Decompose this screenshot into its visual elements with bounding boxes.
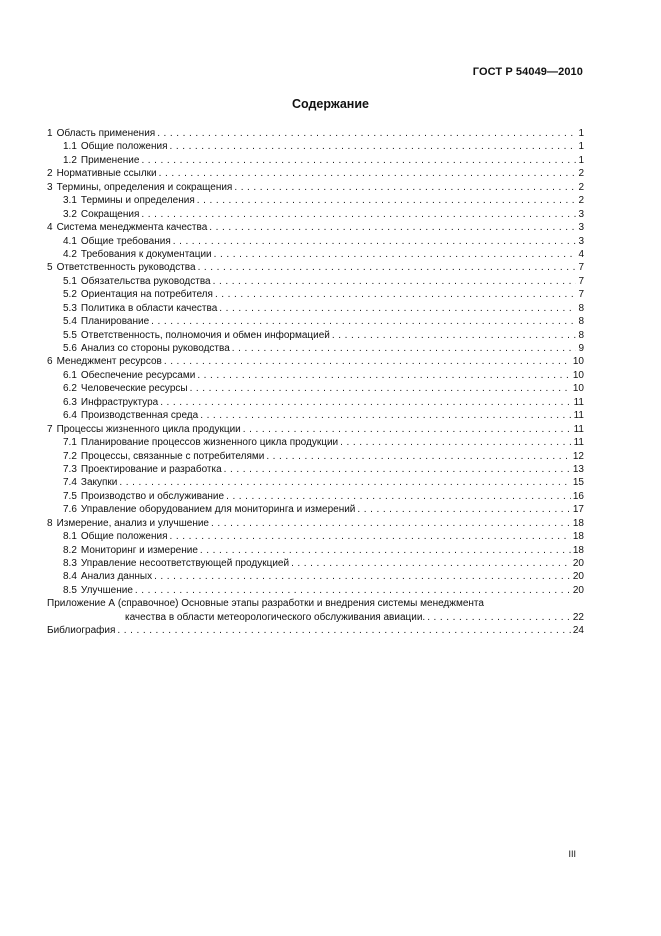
toc-entry-page: 11 [573, 410, 584, 422]
toc-entry-number: 6 [47, 356, 53, 368]
toc-entry-page: 18 [572, 531, 584, 543]
toc-entry-label [63, 463, 222, 476]
toc-entry-text: Проектирование и разработка [80, 463, 222, 475]
leader-dots [154, 570, 571, 583]
toc-entry-label [63, 530, 168, 543]
toc-entry-number: 6.2 [63, 383, 77, 395]
toc-entry-number: 3.1 [63, 195, 77, 207]
toc-entry-page: 11 [573, 437, 584, 449]
toc-entry-label [63, 490, 224, 503]
toc-entry-number: 1 [47, 128, 53, 139]
toc-entry-label: Библиография [47, 625, 116, 637]
toc-entry-text: Обязательства руководства [80, 275, 211, 287]
toc-entry[interactable] [47, 329, 584, 342]
toc-entry-page: 2 [578, 195, 584, 207]
leader-dots [209, 221, 576, 234]
toc-entry-text: Термины и определения [80, 195, 195, 207]
toc-entry-page: 3 [578, 222, 584, 234]
toc-entry-label [63, 342, 230, 355]
toc-entry-text: Политика в области качества [80, 302, 218, 314]
toc-entry[interactable] [47, 194, 584, 207]
toc-entry-text: Менеджмент ресурсов [56, 356, 162, 368]
toc-entry[interactable] [47, 382, 584, 395]
leader-dots [157, 127, 576, 140]
toc-entry-label [63, 248, 212, 261]
toc-entry-text: Общие положения [80, 531, 168, 543]
toc-entry-number: 1.1 [63, 141, 77, 153]
toc-entry-page: 17 [572, 504, 584, 516]
toc-entry-number: 7.2 [63, 450, 77, 462]
leader-dots [427, 611, 571, 624]
toc-entry-label: Приложение А (справочное) Основные этапы разработки и внедрения системы менеджмента [47, 598, 484, 610]
toc-entry[interactable] [47, 248, 584, 261]
toc-entry-text: Общие требования [80, 235, 171, 247]
toc-entry[interactable] [47, 167, 584, 180]
toc-entry-label [47, 221, 207, 234]
toc-entry-text: Сокращения [80, 208, 140, 220]
toc-entry-page: 22 [572, 611, 584, 623]
toc-entry-page: 13 [572, 463, 584, 475]
toc-entry-page: 3 [578, 208, 584, 220]
toc-entry-page: 7 [578, 289, 584, 301]
leader-dots [357, 503, 570, 516]
toc-entry-page: 2 [578, 168, 584, 180]
toc-entry[interactable] [47, 396, 584, 409]
leader-dots [234, 181, 576, 194]
toc-entry-text: Анализ со стороны руководства [80, 343, 230, 354]
toc-entry[interactable] [47, 208, 584, 221]
toc-entry-label [63, 544, 198, 557]
toc-entry[interactable] [47, 154, 584, 167]
toc-entry[interactable] [47, 450, 584, 463]
toc-entry-page: 8 [578, 302, 584, 314]
toc-entry-page: 11 [573, 423, 584, 435]
toc-entry[interactable] [47, 261, 584, 274]
leader-dots [340, 436, 571, 449]
toc-entry-text: Ориентация на потребителя [80, 289, 213, 301]
toc-entry-text: Система менеджмента качества [56, 222, 208, 234]
toc-entry-page: 11 [573, 396, 584, 408]
toc-entry-label [63, 503, 355, 516]
leader-dots [197, 369, 571, 382]
toc-entry-text: Человеческие ресурсы [80, 383, 188, 395]
leader-dots [197, 194, 577, 207]
leader-dots [141, 154, 576, 167]
toc-entry-page: 24 [572, 625, 584, 637]
toc-entry-page: 4 [578, 248, 584, 260]
toc-entry-page: 10 [572, 383, 584, 395]
leader-dots [164, 355, 571, 368]
page-number: III [568, 849, 576, 859]
leader-dots [224, 463, 571, 476]
toc-entry-page: 3 [578, 235, 584, 247]
toc-entry-text: Инфраструктура [80, 396, 159, 408]
toc-entry-text: Управление оборудованием для мониторинга и измерений [80, 504, 356, 516]
toc-entry-text: Закупки [80, 477, 118, 489]
toc-entry-label [63, 194, 195, 207]
toc-entry-number: 7.3 [63, 463, 77, 475]
toc-entry-page: 20 [572, 584, 584, 596]
toc-entry-label [47, 423, 241, 436]
toc-entry-page: 10 [572, 356, 584, 368]
toc-entry-text: Ответственность, полномочия и обмен информацией [80, 329, 330, 341]
toc-entry-page: 1 [578, 154, 584, 166]
toc-entry-label [47, 261, 196, 274]
toc-entry-appendix-a[interactable] [47, 597, 584, 624]
leader-dots [173, 235, 577, 248]
toc-entry-number: 7.6 [63, 504, 77, 516]
toc-entry-text: Процессы, связанные с потребителями [80, 450, 265, 462]
leader-dots [232, 342, 577, 355]
toc-entry[interactable] [47, 315, 584, 328]
toc-entry-number: 5.6 [63, 343, 77, 354]
toc-entry-page: 8 [578, 316, 584, 328]
toc-entry-number: 4.1 [63, 235, 77, 247]
toc-entry-page: 18 [572, 517, 584, 529]
leader-dots [170, 530, 571, 543]
leader-dots [151, 315, 576, 328]
toc-entry-number: 6.4 [63, 410, 77, 422]
toc-entry[interactable] [47, 302, 584, 315]
toc-entry-number: 8.5 [63, 584, 77, 596]
toc-entry[interactable] [47, 288, 584, 301]
toc-entry-label [63, 369, 195, 382]
leader-dots [117, 624, 570, 637]
toc-entry-page: 12 [572, 450, 584, 462]
toc-entry[interactable] [47, 544, 584, 557]
toc-entry-number: 5 [47, 262, 53, 274]
toc-entry-number: 7.1 [63, 437, 77, 449]
toc-entry-number: 4 [47, 222, 53, 234]
leader-dots [219, 302, 576, 315]
toc-entry-text: Процессы жизненного цикла продукции [56, 423, 241, 435]
toc-entry-text: Применение [80, 154, 140, 166]
toc-entry-number: 3.2 [63, 208, 77, 220]
toc-entry-page: 7 [578, 275, 584, 287]
toc-entry-page: 7 [578, 262, 584, 274]
toc-entry-text: Анализ данных [80, 571, 153, 583]
toc-entry[interactable] [47, 181, 584, 194]
toc-entry-label [63, 302, 217, 315]
leader-dots [160, 396, 571, 409]
leader-dots [214, 248, 577, 261]
toc-entry[interactable] [47, 463, 584, 476]
toc-entry-label [63, 235, 171, 248]
toc-entry[interactable] [47, 127, 584, 140]
toc-entry-page: 16 [572, 490, 584, 502]
leader-dots [332, 329, 577, 342]
toc-entry-text: Мониторинг и измерение [80, 544, 198, 556]
toc-entry-number: 8.4 [63, 571, 77, 583]
toc-entry[interactable] [47, 140, 584, 153]
toc-entry-text: Нормативные ссылки [56, 168, 157, 180]
toc-entry-label [63, 329, 330, 342]
leader-dots [211, 517, 571, 530]
toc-entry-number: 5.2 [63, 289, 77, 301]
leader-dots [291, 557, 571, 570]
toc-entry-number: 6.1 [63, 369, 77, 381]
toc-entry-number: 4.2 [63, 248, 77, 260]
toc-entry-label [63, 154, 139, 167]
toc-entry-number: 7.5 [63, 490, 77, 502]
leader-dots [135, 584, 571, 597]
toc-entry-number: 1.2 [63, 154, 77, 166]
toc-entry-text: Планирование процессов жизненного цикла продукции [80, 437, 339, 449]
toc-entry[interactable] [47, 557, 584, 570]
toc-entry[interactable] [47, 476, 584, 489]
toc-entry-label [47, 127, 155, 140]
toc-entry-text: Общие положения [80, 141, 168, 153]
toc-entry[interactable] [47, 530, 584, 543]
toc-entry-label [63, 275, 211, 288]
toc-entry-number: 8.1 [63, 531, 77, 543]
toc-entry-number: 6.3 [63, 396, 77, 408]
toc-entry-number: 2 [47, 168, 53, 180]
toc-entry-text: Управление несоответствующей продукцией [80, 558, 290, 569]
toc-entry-text: Обеспечение ресурсами [80, 369, 196, 381]
toc-entry-number: 5.5 [63, 329, 77, 341]
leader-dots [190, 382, 571, 395]
leader-dots [215, 288, 577, 301]
toc-entry[interactable] [47, 490, 584, 503]
leader-dots [266, 450, 571, 463]
leader-dots [170, 140, 577, 153]
toc-entry-text: Измерение, анализ и улучшение [56, 517, 209, 529]
toc-entry-page: 8 [578, 329, 584, 341]
toc-entry-label [63, 315, 149, 328]
toc-entry-label [63, 208, 139, 221]
toc-entry[interactable] [47, 423, 584, 436]
toc-entry-page: 1 [578, 128, 584, 139]
toc-entry[interactable] [47, 409, 584, 422]
toc-entry-label [63, 436, 338, 449]
toc-entry[interactable] [47, 221, 584, 234]
leader-dots [141, 208, 576, 221]
toc-entry-page: 15 [572, 477, 584, 489]
toc-entry-text: Область применения [56, 128, 156, 139]
table-of-contents [47, 127, 584, 638]
toc-entry-number: 5.3 [63, 302, 77, 314]
leader-dots [198, 261, 577, 274]
toc-entry-page: 20 [572, 571, 584, 583]
toc-entry[interactable] [47, 369, 584, 382]
toc-entry-number: 5.4 [63, 316, 77, 328]
leader-dots [243, 423, 572, 436]
toc-entry-number: 8.2 [63, 544, 77, 556]
toc-entry-number: 8 [47, 517, 53, 529]
toc-entry-bibliography[interactable] [47, 624, 584, 637]
toc-entry-number: 8.3 [63, 558, 77, 569]
toc-entry-page: 10 [572, 369, 584, 381]
toc-entry[interactable] [47, 517, 584, 530]
toc-entry[interactable] [47, 355, 584, 368]
toc-entry-number: 7 [47, 423, 53, 435]
toc-entry[interactable] [47, 503, 584, 516]
toc-entry-label [63, 409, 198, 422]
toc-entry-label [63, 140, 168, 153]
toc-entry-label [47, 167, 157, 180]
toc-entry-label [63, 570, 152, 583]
toc-entry-page: 20 [572, 558, 584, 569]
leader-dots [159, 167, 577, 180]
toc-entry-text: Производство и обслуживание [80, 490, 225, 502]
toc-entry-page: 2 [578, 181, 584, 193]
toc-entry-text: Планирование [80, 316, 150, 328]
leader-dots [119, 476, 571, 489]
toc-entry-label-continued: качества в области метеорологического обслуживания авиации. [125, 611, 426, 623]
toc-entry-label [63, 584, 133, 597]
toc-entry-label [47, 355, 162, 368]
standard-designation: ГОСТ Р 54049—2010 [472, 66, 583, 78]
toc-entry-number: 5.1 [63, 275, 77, 287]
toc-entry-page: 1 [578, 141, 584, 153]
toc-entry[interactable] [47, 436, 584, 449]
toc-entry-label [63, 396, 158, 409]
leader-dots [200, 409, 571, 422]
toc-entry-text: Термины, определения и сокращения [56, 181, 233, 193]
toc-entry-number: 3 [47, 181, 53, 193]
leader-dots [200, 544, 571, 557]
toc-entry-text: Улучшение [80, 584, 133, 596]
toc-entry-page: 18 [572, 544, 584, 556]
toc-entry-label [47, 181, 232, 194]
toc-entry-label [63, 557, 289, 570]
toc-entry-label [63, 450, 264, 463]
leader-dots [226, 490, 571, 503]
toc-entry-page: 9 [578, 343, 584, 354]
toc-entry-text: Производственная среда [80, 410, 199, 422]
toc-entry[interactable] [47, 342, 584, 355]
toc-entry-text: Требования к документации [80, 248, 212, 260]
toc-entry-label [63, 476, 117, 489]
page-title: Содержание [291, 97, 369, 111]
toc-entry[interactable] [47, 570, 584, 583]
toc-entry-label [63, 288, 213, 301]
toc-entry[interactable] [47, 584, 584, 597]
toc-entry-number: 7.4 [63, 477, 77, 489]
toc-entry-label [47, 517, 209, 530]
toc-entry[interactable] [47, 275, 584, 288]
leader-dots [213, 275, 577, 288]
toc-entry-label [63, 382, 188, 395]
toc-entry[interactable] [47, 235, 584, 248]
toc-entry-text: Ответственность руководства [56, 262, 196, 274]
